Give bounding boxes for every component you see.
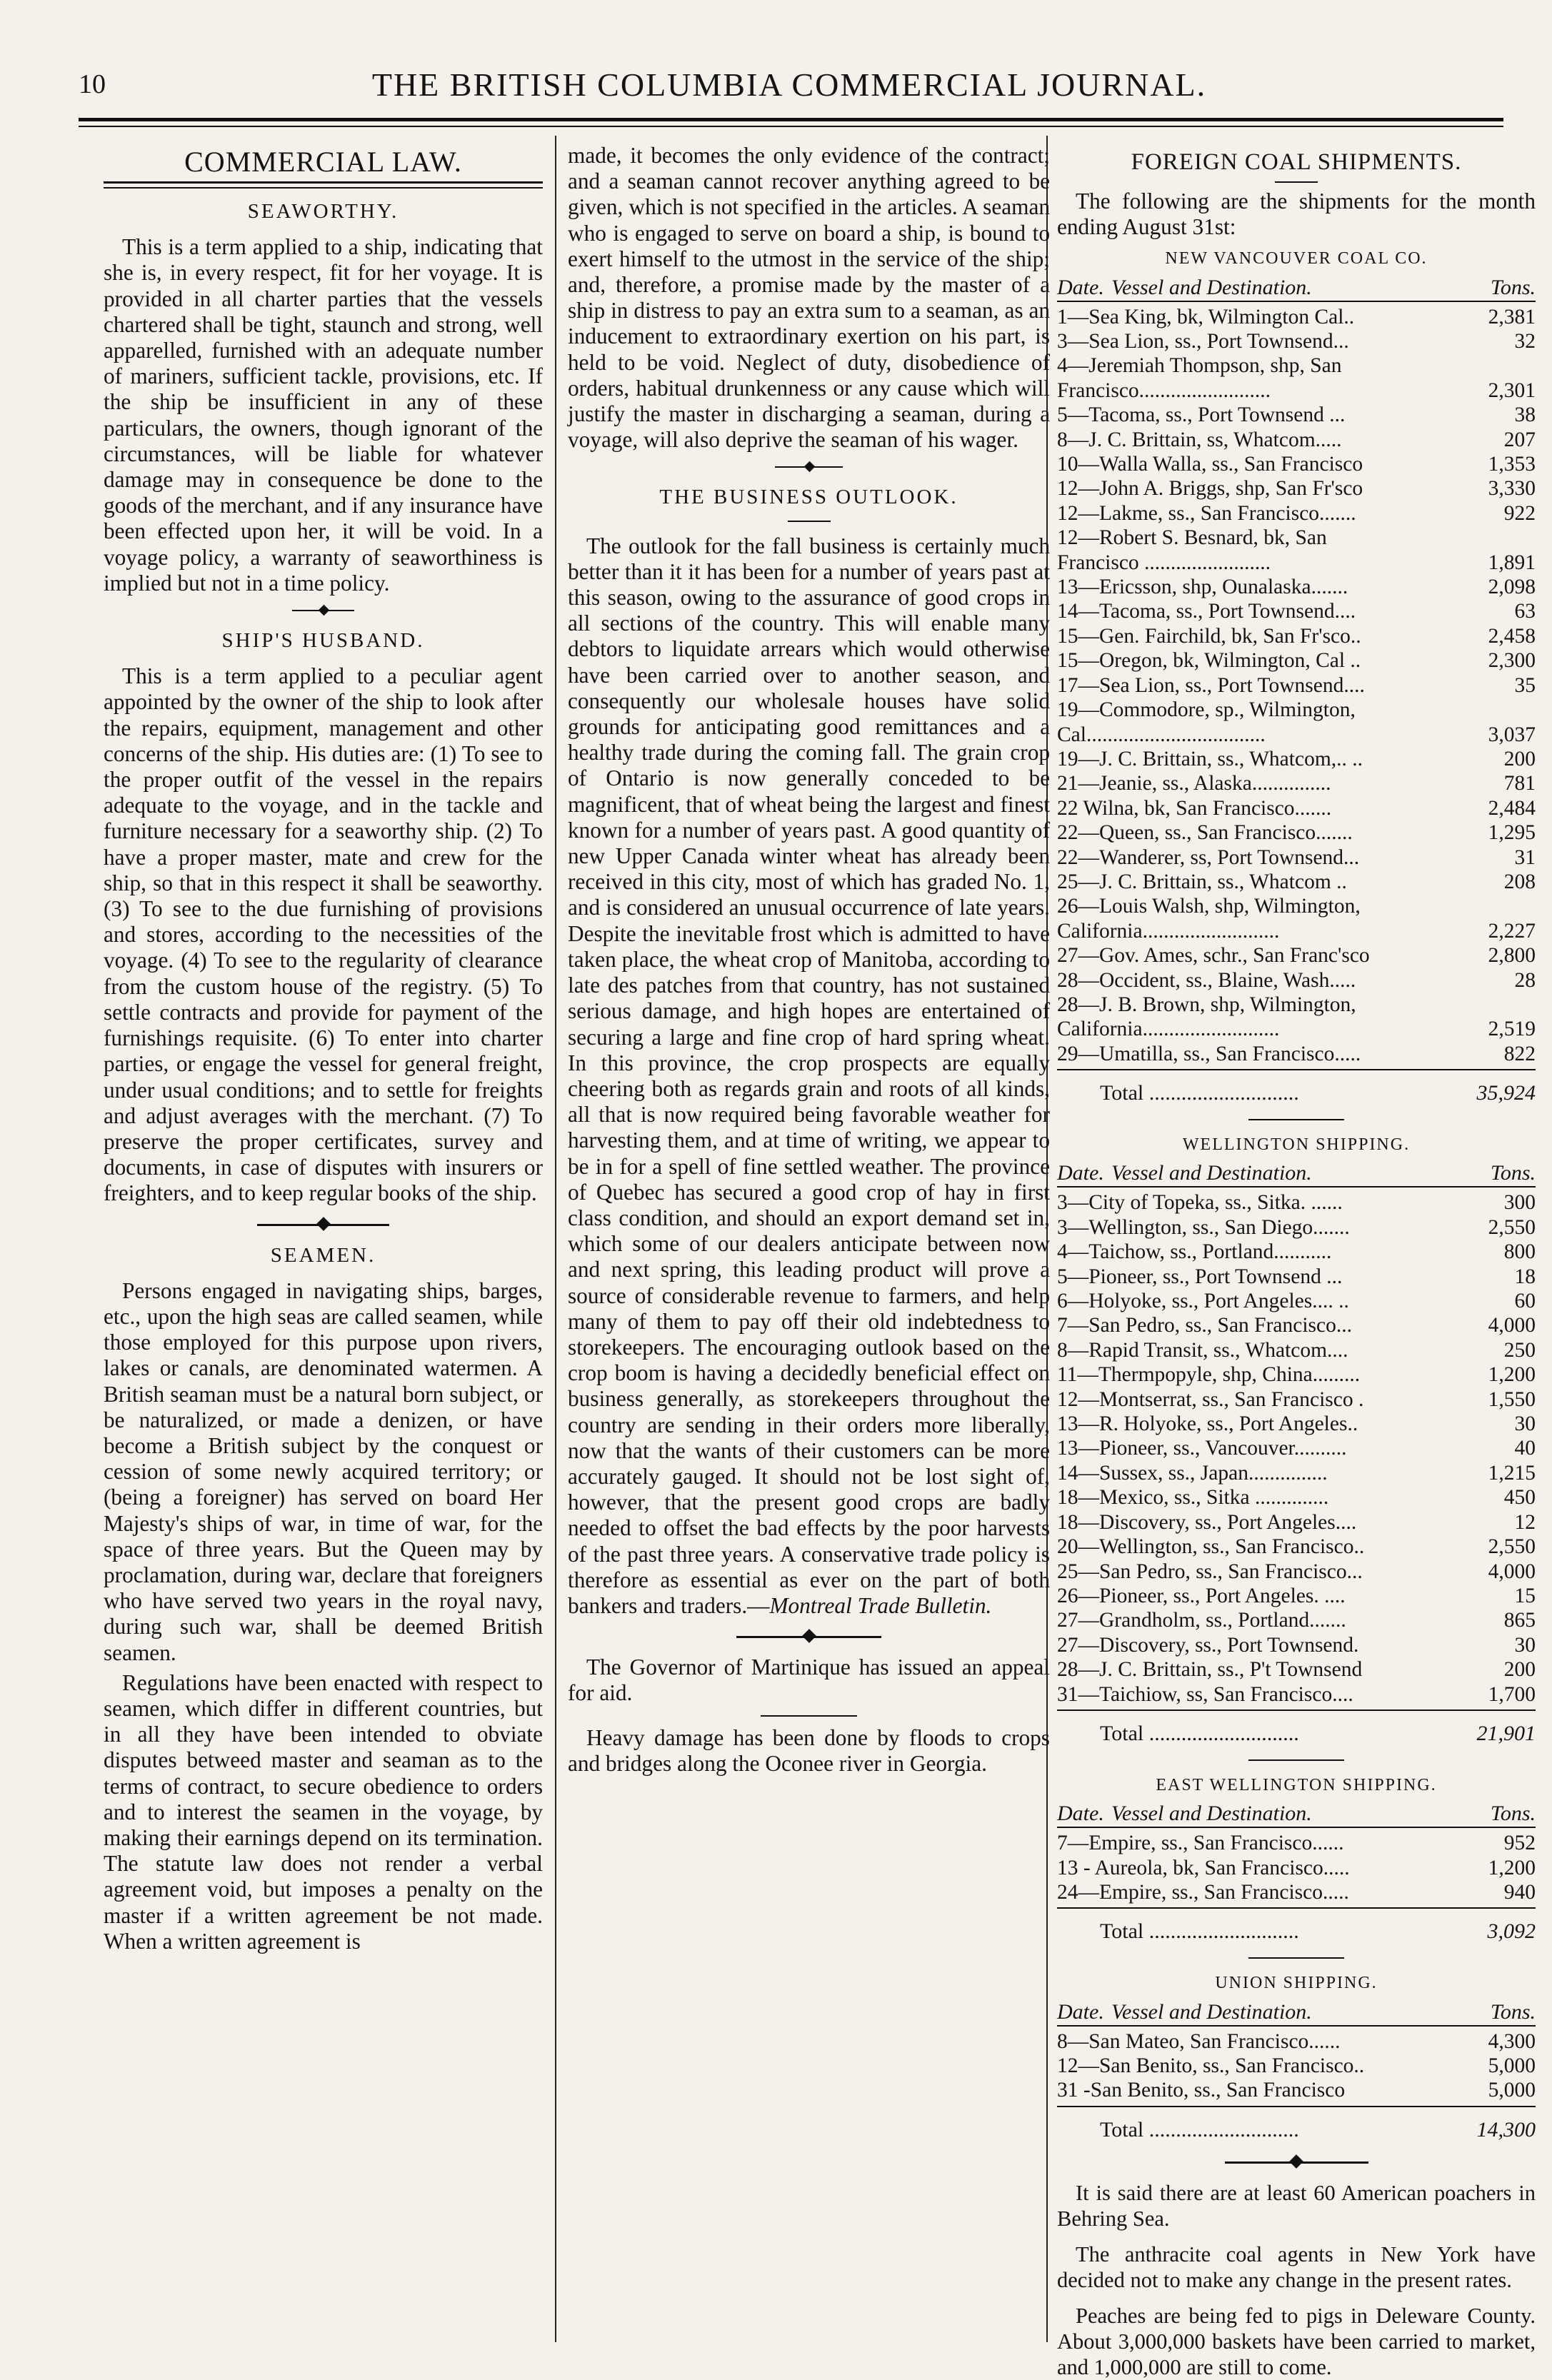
shipment-entry: 14—Sussex, ss., Japan............... (1057, 1461, 1328, 1485)
shipment-tons: 63 (1514, 600, 1536, 623)
shipment-entry: 11—Thermpopyle, shp, China......... (1057, 1363, 1361, 1387)
shipment-entry: 12—Lakme, ss., San Francisco....... (1057, 501, 1356, 525)
table-row (1057, 428, 1536, 452)
shipment-entry: 6—Holyoke, ss., Port Angeles.... .. (1057, 1290, 1349, 1313)
column-2 (568, 143, 1050, 2339)
shipment-tons: 207 (1503, 428, 1536, 451)
table-rule (1057, 2025, 1536, 2027)
shipment-entry: 29—Umatilla, ss., San Francisco..... (1057, 1042, 1361, 1065)
shipment-entry: California.......................... (1057, 1018, 1280, 1041)
table-row (1057, 968, 1536, 993)
table-row (1057, 723, 1536, 747)
shipment-tons: 1,295 (1488, 821, 1536, 845)
table-row (1057, 1584, 1536, 1608)
shipment-tons: 940 (1503, 1880, 1536, 1904)
total-rule (1057, 2106, 1536, 2107)
table-row (1057, 673, 1536, 698)
separator (1057, 1755, 1536, 1767)
page-header (79, 66, 1500, 109)
short-rule (1275, 181, 1318, 183)
article-paragraph: The outlook for the fall business is certainly much better than it it has been for a number of years past at this season, owing to the assurance of good crops in all sections of the country. This will enable many debtors to liquidate arrears which would otherwise have been carried over to another season, and consequently our wholesale houses have solid grounds for anticipating good remittances and a healthy trade during the coming fall. The grain crop of Ontario is now generally conceded to be magnificent, that of wheat being the largest and finest known for a number of years past. A good quantity of new Upper Canada winter wheat has already been received in this city, most of which has graded No. 1, and is considered an unusual occurrence of late years. Despite the inevitable frost which is admitted to have taken place, the wheat crop of Manitoba, according to late des patches from that country, has not sustained serious damage, and high hopes are entertained of securing a large and fine crop of hard spring wheat. In this province, the crop prospects are equally cheering both as regards grain and roots of all kinds, all that is now required being favorable weather for harvesting them, and at time of writing, we appear to be in for a spell of fine settled weather. The province of Quebec has secured a good crop of hay in first class condition, and should an export demand set in, which some of our dealers anticipate between now and next spring, this leading product will prove a source of considerable revenue to farmers, and help many of them to pay off their old indebtedness to storekeepers. The encouraging outlook based on the crop boom is having a decidedly beneficial effect on business generally, as storekeepers throughout the country are sending in their orders more liberally, now that the wants of their customers can be more accurately gauged. It should not be lost sight of, however, that the present good crops are badly needed to offset the bad effects by the poor harvests of the past three years. A conservative trade policy is therefore as essential as ever on the part of both bankers and traders.—Montreal Trade Bulletin. (568, 533, 1050, 1618)
separator (1057, 2151, 1536, 2173)
shipment-entry: 22—Queen, ss., San Francisco....... (1057, 821, 1353, 845)
subheading-ships-husband: SHIP'S HUSBAND. (221, 629, 425, 653)
short-rule (788, 521, 831, 522)
shipment-entry: Francisco ........................ (1057, 551, 1271, 574)
shipment-tons: 300 (1503, 1191, 1536, 1215)
col-vessel-header: Vessel and Destination. (1111, 1802, 1312, 1826)
table-row (1057, 845, 1536, 870)
shipment-tons: 18 (1514, 1265, 1536, 1288)
shipment-tons (1471, 698, 1536, 722)
shipment-tons: 1,215 (1488, 1461, 1536, 1485)
news-brief: Heavy damage has been done by floods to crops and bridges along the Oconee river in Georgia. (568, 1724, 1050, 1776)
table-row (1057, 943, 1536, 968)
shipment-entry: Francisco......................... (1057, 378, 1271, 402)
shipment-tons: 1,353 (1488, 453, 1536, 476)
shipment-tons: 450 (1503, 1486, 1536, 1510)
table-row (1057, 1240, 1536, 1264)
shipment-tons: 5,000 (1488, 2079, 1536, 2102)
separator (104, 601, 543, 621)
total-value: 14,300 (1476, 2117, 1536, 2142)
shipment-tons: 32 (1514, 330, 1536, 353)
total-label: Total ............................ (1100, 1919, 1299, 1944)
shipment-tons: 1,550 (1488, 1387, 1536, 1411)
shipment-table-title: NEW VANCOUVER COAL CO. (1165, 249, 1428, 268)
shipment-tons: 2,301 (1488, 378, 1536, 402)
shipment-entry: 24—Empire, ss., San Francisco..... (1057, 1880, 1349, 1904)
table-header-row (1057, 1999, 1536, 2025)
table-total-row (1057, 1917, 1536, 1946)
table-rule (1057, 1186, 1536, 1188)
shipment-entry: 12—San Benito, ss., San Francisco.. (1057, 2054, 1365, 2077)
table-row (1057, 1535, 1536, 1559)
shipment-tons: 12 (1514, 1510, 1536, 1534)
table-row (1057, 526, 1536, 550)
shipment-tons: 3,037 (1488, 723, 1536, 746)
shipment-entry: 12—Robert S. Besnard, bk, San (1057, 526, 1327, 550)
news-briefs (1057, 2151, 1536, 2380)
shipment-entry: 3—Sea Lion, ss., Port Townsend... (1057, 330, 1349, 353)
shipment-tons: 31 (1514, 845, 1536, 869)
news-brief: It is said there are at least 60 American poachers in Behring Sea. (1057, 2180, 1536, 2231)
table-row (1057, 1831, 1536, 1855)
table-row (1057, 1682, 1536, 1707)
separator (1057, 1953, 1536, 1964)
shipment-tons: 800 (1503, 1240, 1536, 1264)
shipment-entry: 13—Pioneer, ss., Vancouver.......... (1057, 1437, 1347, 1460)
shipment-table (1057, 1772, 1536, 1964)
table-row (1057, 1338, 1536, 1362)
shipment-tons: 4,300 (1488, 2029, 1536, 2053)
article-paragraph: Regulations have been enacted with respect to seamen, which differ in different countries, but in all they have been intended to obviate disputes betweed master and seaman as to the terms of contract, to secure obedience to orders and to interest the seamen in the voyage, by making their earnings depend on its termination. The statute law does not render a verbal agreement void, but imposes a penalty on the master if a written agreement be not made. When a written agreement is (104, 1669, 543, 1954)
shipment-entry: 12—Montserrat, ss., San Francisco . (1057, 1387, 1364, 1411)
shipment-tons (1471, 894, 1536, 918)
shipment-entry: 7—San Pedro, ss., San Francisco... (1057, 1314, 1352, 1337)
table-row (1057, 1042, 1536, 1066)
col-date-header: Date. (1057, 1802, 1104, 1826)
table-row (1057, 1461, 1536, 1485)
shipment-entry: California.......................... (1057, 919, 1280, 943)
article-paragraph: Persons engaged in navigating ships, barges, etc., upon the high seas are called seamen, while those employed for this purpose upon rivers, lakes or canals, are denominated watermen. A British seaman must be a natural born subject, or be naturalized, or made a denizen, or have become a British subject by the conquest or cession of some newly acquired territory; or (being a foreigner) has served on board Her Majesty's ships of war, in time of war, for the space of three years. But the Queen may by proclamation, during war, declare that foreigners who have served two years in the royal navy, during such war, shall be deemed British seamen. (104, 1277, 543, 1665)
shipment-entry: 12—John A. Briggs, shp, San Fr'sco (1057, 477, 1363, 501)
subheading-seaworthy: SEAWORTHY. (247, 200, 399, 223)
shipment-tons: 2,519 (1488, 1018, 1536, 1041)
shipment-tons: 2,458 (1488, 624, 1536, 648)
shipment-entry: 31 -San Benito, ss., San Francisco (1057, 2079, 1346, 2102)
shipment-tons: 208 (1503, 870, 1536, 893)
shipment-entry: 1—Sea King, bk, Wilmington Cal.. (1057, 305, 1355, 328)
table-row (1057, 551, 1536, 575)
table-row (1057, 1362, 1536, 1387)
shipment-tons: 38 (1514, 403, 1536, 427)
separator (568, 1711, 1050, 1722)
table-row (1057, 1880, 1536, 1904)
shipment-entry: 19—J. C. Brittain, ss., Whatcom,.. .. (1057, 747, 1363, 770)
table-row (1057, 698, 1536, 722)
shipment-tons: 30 (1514, 1633, 1536, 1657)
shipment-tons: 200 (1503, 747, 1536, 770)
shipment-entry: 5—Tacoma, ss., Port Townsend ... (1057, 403, 1346, 427)
total-rule (1057, 1709, 1536, 1711)
table-row (1057, 305, 1536, 329)
total-value: 35,924 (1476, 1081, 1536, 1105)
shipment-entry: 5—Pioneer, ss., Port Townsend ... (1057, 1265, 1343, 1288)
shipment-entry: 28—J. C. Brittain, ss., P't Townsend (1057, 1658, 1363, 1682)
col-tons-header: Tons. (1490, 1161, 1536, 1185)
shipment-entry: 21—Jeanie, ss., Alaska............... (1057, 772, 1331, 795)
table-row (1057, 1485, 1536, 1510)
col-vessel-header: Vessel and Destination. (1111, 1161, 1312, 1185)
col-date-header: Date. (1057, 1161, 1104, 1185)
table-header-row (1057, 1160, 1536, 1186)
table-row (1057, 624, 1536, 648)
table-row (1057, 870, 1536, 894)
table-row (1057, 452, 1536, 476)
shipment-table (1057, 246, 1536, 1126)
shipment-tons: 2,381 (1488, 305, 1536, 328)
shipment-tons (1471, 353, 1536, 378)
shipment-tons: 922 (1503, 501, 1536, 525)
shipment-entry: 18—Mexico, ss., Sitka .............. (1057, 1486, 1329, 1510)
page-number: 10 (79, 69, 106, 99)
shipment-tons (1471, 526, 1536, 550)
table-row (1057, 1215, 1536, 1240)
table-row (1057, 378, 1536, 403)
shipment-tons: 2,098 (1488, 576, 1536, 599)
shipment-tons: 1,200 (1488, 1856, 1536, 1879)
shipment-tons: 1,891 (1488, 551, 1536, 574)
shipment-entry: 3—City of Topeka, ss., Sitka. ...... (1057, 1191, 1343, 1215)
table-row (1057, 476, 1536, 501)
shipment-entry: 22 Wilna, bk, San Francisco....... (1057, 796, 1332, 820)
separator (1057, 1115, 1536, 1126)
section-heading-foreign-coal: FOREIGN COAL SHIPMENTS. (1131, 149, 1462, 175)
col-date-header: Date. (1057, 275, 1104, 299)
col-tons-header: Tons. (1490, 1999, 1536, 2024)
shipment-entry: 8—San Mateo, San Francisco...... (1057, 2029, 1341, 2053)
table-row (1057, 2054, 1536, 2078)
total-label: Total ............................ (1100, 1721, 1299, 1745)
shipment-tons: 2,550 (1488, 1535, 1536, 1559)
table-total-row (1057, 2116, 1536, 2144)
total-rule (1057, 1907, 1536, 1909)
coal-intro: The following are the shipments for the month ending August 31st: (1057, 189, 1536, 240)
table-row (1057, 771, 1536, 795)
table-row (1057, 1608, 1536, 1632)
shipment-tons: 4,000 (1488, 1560, 1536, 1583)
shipment-tons: 28 (1514, 968, 1536, 992)
shipment-table (1057, 1132, 1536, 1767)
shipment-entry: 3—Wellington, ss., San Diego....... (1057, 1215, 1350, 1239)
shipment-tons (1471, 993, 1536, 1017)
shipment-table-title: EAST WELLINGTON SHIPPING. (1156, 1775, 1437, 1794)
table-row (1057, 648, 1536, 673)
table-header-row (1057, 275, 1536, 301)
shipment-entry: 31—Taichiow, ss, San Francisco.... (1057, 1682, 1353, 1706)
table-row (1057, 1265, 1536, 1289)
shipment-tons: 781 (1503, 772, 1536, 795)
shipment-tons: 2,300 (1488, 649, 1536, 673)
shipment-entry: 25—J. C. Brittain, ss., Whatcom .. (1057, 870, 1347, 893)
shipment-entry: 13 - Aureola, bk, San Francisco..... (1057, 1856, 1350, 1879)
shipment-tons: 865 (1503, 1609, 1536, 1632)
table-row (1057, 2029, 1536, 2054)
shipment-tons: 30 (1514, 1412, 1536, 1436)
table-row (1057, 1633, 1536, 1657)
article-paragraph: made, it becomes the only evidence of the contract; and a seaman cannot recover anything agreed to be given, which is not specified in the articles. A seaman who is engaged to serve on board a ship, is bound to exert himself to the utmost in the service of the ship; and, therefore, a promise made by the master of a ship in distress to pay an extra sum to a seaman, as an inducement to extraordinary exertion on his part, is held to be void. Neglect of duty, disobedience of orders, habitual drunkenness or any cause which will justify the master in discharging a seaman, during a voyage, will also deprive the seaman of his wager. (568, 143, 1050, 453)
total-label: Total ............................ (1100, 1081, 1299, 1105)
total-value: 3,092 (1487, 1919, 1536, 1944)
table-row (1057, 1560, 1536, 1584)
shipment-entry: 10—Walla Walla, ss., San Francisco (1057, 453, 1363, 476)
shipment-tons: 4,000 (1488, 1314, 1536, 1337)
shipment-tons: 3,330 (1488, 477, 1536, 501)
shipment-entry: 19—Commodore, sp., Wilmington, (1057, 698, 1356, 722)
table-row (1057, 353, 1536, 378)
shipment-entry: 17—Sea Lion, ss., Port Townsend.... (1057, 673, 1365, 697)
col-tons-header: Tons. (1490, 1802, 1536, 1826)
shipment-entry: 4—Taichow, ss., Portland........... (1057, 1240, 1332, 1264)
shipment-table-title: UNION SHIPPING. (1215, 1974, 1378, 1993)
col-vessel-header: Vessel and Destination. (1111, 275, 1312, 299)
shipment-entry: 13—Ericsson, shp, Ounalaska....... (1057, 576, 1348, 599)
table-row (1057, 599, 1536, 623)
shipment-entry: 26—Pioneer, ss., Port Angeles. .... (1057, 1584, 1346, 1607)
table-row (1057, 894, 1536, 918)
shipment-entry: 7—Empire, ss., San Francisco...... (1057, 1832, 1344, 1855)
shipment-entry: 8—J. C. Brittain, ss, Whatcom..... (1057, 428, 1342, 451)
separator (104, 1214, 543, 1235)
shipment-entry: 15—Oregon, bk, Wilmington, Cal .. (1057, 649, 1361, 673)
shipment-table (1057, 1970, 1536, 2144)
shipment-entry: 15—Gen. Fairchild, bk, San Fr'sco.. (1057, 624, 1361, 648)
table-total-row (1057, 1719, 1536, 1748)
shipment-tons: 200 (1503, 1658, 1536, 1682)
table-row (1057, 1190, 1536, 1215)
shipment-tons: 952 (1503, 1832, 1536, 1855)
subheading-seamen: SEAMEN. (270, 1243, 376, 1267)
shipment-table-title: WELLINGTON SHIPPING. (1182, 1135, 1411, 1155)
col-date-header: Date. (1057, 1999, 1104, 2024)
shipment-entry: 20—Wellington, ss., San Francisco.. (1057, 1535, 1365, 1559)
table-row (1057, 501, 1536, 526)
table-row (1057, 1387, 1536, 1412)
total-rule (1057, 1069, 1536, 1070)
shipment-tons: 822 (1503, 1042, 1536, 1065)
shipment-tons: 2,484 (1488, 796, 1536, 820)
shipment-entry: 22—Wanderer, ss, Port Townsend... (1057, 845, 1360, 869)
article-paragraph: This is a term applied to a peculiar agent appointed by the owner of the ship to look after the repairs, equipment, management and other concerns of the ship. His duties are: (1) To see to the proper outfit of the vessel in the repairs adequate to the voyage, and in the tackle and furniture necessary for a seaworthy ship. (2) To have a proper master, mate and crew for the ship, so that in this respect it shall be seaworthy. (3) To see to the due furnishing of provisions and stores, according to the necessities of the voyage. (4) To see to the regularity of clearance from the custom house of the registry. (5) To settle contracts and provide for payment of the furnishings requisite. (6) To enter into charter parties, or engage the vessel for general freight, under usual conditions; and to settle for freights and adjust averages with the merchant. (7) To preserve the proper certificates, survey and documents, in case of disputes with insurers or freighters, and to keep regular books of the ship. (104, 663, 543, 1206)
shipment-tons: 1,700 (1488, 1682, 1536, 1706)
table-row (1057, 820, 1536, 845)
shipment-entry: 4—Jeremiah Thompson, shp, San (1057, 354, 1342, 378)
shipment-tons: 2,227 (1488, 919, 1536, 943)
table-row (1057, 329, 1536, 353)
header-rule-thin (79, 126, 1503, 127)
total-label: Total ............................ (1100, 2117, 1299, 2142)
column-3 (1057, 143, 1536, 2379)
outlook-text: The outlook for the fall business is certainly much better than it it has been for a number of years past at this season, owing to the assurance of good crops in all sections of the country. This will enable many debtors to liquidate arrears which would otherwise have been carried over to another season, and consequently our wholesale houses have solid grounds for anticipating good remittances and a healthy trade during the coming fall. The grain crop of Ontario is now generally conceded to be magnificent, that of wheat being the largest and finest known for a number of years past. A good quantity of new Upper Canada winter wheat has already been received in this city, most of which has graded No. 1, and is considered an unusual occurrence of late years. Despite the inevitable frost which is admitted to have taken place, the wheat crop of Manitoba, according to late des patches from that country, has not sustained serious damage, and high hopes are entertained of securing a large and fine crop of hard spring wheat. In this province, the crop prospects are equally cheering both as regards grain and roots of all kinds, all that is now required being favorable weather for harvesting them, and at time of writing, we appear to be in for a spell of fine settled weather. The province of Quebec has secured a good crop of hay in first class condition, and should an export demand set in, which some of our dealers anticipate between now and next spring, this leading product will prove a source of considerable revenue to farmers, and help many of them to pay off their old indebtedness to storekeepers. The encouraging outlook based on the crop boom is having a decidedly beneficial effect on business generally, as storekeepers throughout the country are sending in their orders more liberally, now that the wants of their customers can be more accurately gauged. It should not be lost sight of, however, that the present good crops are badly needed to offset the bad effects by the poor harvests of the past three years. A conservative trade policy is therefore as essential as ever on the part of both bankers and traders. (568, 533, 1050, 1618)
table-row (1057, 2078, 1536, 2102)
shipment-tons: 2,800 (1488, 944, 1536, 968)
table-row (1057, 747, 1536, 771)
shipment-entry: 28—Occident, ss., Blaine, Wash..... (1057, 968, 1356, 992)
table-row (1057, 1412, 1536, 1436)
outlook-source: Montreal Trade Bulletin. (769, 1592, 992, 1618)
shipment-entry: 14—Tacoma, ss., Port Townsend.... (1057, 600, 1356, 623)
table-row (1057, 575, 1536, 599)
table-row (1057, 1856, 1536, 1880)
table-row (1057, 1313, 1536, 1337)
shipment-entry: 27—Discovery, ss., Port Townsend. (1057, 1633, 1359, 1657)
shipment-tons: 40 (1514, 1437, 1536, 1460)
separator (568, 1626, 1050, 1647)
table-row (1057, 1657, 1536, 1682)
shipment-tons: 1,200 (1488, 1363, 1536, 1387)
col-tons-header: Tons. (1490, 275, 1536, 299)
journal-title: THE BRITISH COLUMBIA COMMERCIAL JOURNAL. (371, 66, 1207, 103)
table-row (1057, 1436, 1536, 1460)
shipment-entry: 27—Grandholm, ss., Portland....... (1057, 1609, 1346, 1632)
column-1 (104, 143, 543, 2339)
separator (568, 457, 1050, 477)
table-rule (1057, 301, 1536, 302)
shipment-tons: 60 (1514, 1290, 1536, 1313)
shipment-tons: 35 (1514, 673, 1536, 697)
news-brief: The Governor of Martinique has issued an appeal for aid. (568, 1655, 1050, 1706)
table-rule (1057, 1827, 1536, 1828)
col-vessel-header: Vessel and Destination. (1111, 1999, 1312, 2024)
shipment-tons: 250 (1503, 1338, 1536, 1362)
subheading-business-outlook: THE BUSINESS OUTLOOK. (659, 486, 958, 509)
shipment-tons: 2,550 (1488, 1215, 1536, 1239)
table-row (1057, 403, 1536, 427)
news-brief: The anthracite coal agents in New York have decided not to make any change in the present rates. (1057, 2241, 1536, 2292)
shipment-tons: 5,000 (1488, 2054, 1536, 2077)
shipment-entry: 18—Discovery, ss., Port Angeles.... (1057, 1510, 1357, 1534)
table-total-row (1057, 1079, 1536, 1108)
shipment-entry: 8—Rapid Transit, ss., Whatcom.... (1057, 1338, 1348, 1362)
shipment-entry: 13—R. Holyoke, ss., Port Angeles.. (1057, 1412, 1358, 1436)
shipment-entry: 26—Louis Walsh, shp, Wilmington, (1057, 895, 1361, 918)
news-brief: Peaches are being fed to pigs in Deleware County. About 3,000,000 baskets have been carried to market, and 1,000,000 are still to come. (1057, 2303, 1536, 2379)
column-divider (555, 136, 556, 2342)
double-rule (104, 181, 543, 191)
table-row (1057, 1289, 1536, 1313)
article-paragraph: This is a term applied to a ship, indicating that she is, in every respect, fit for her voyage. It is provided in all charter parties that the vessels chartered shall be tight, staunch and strong, well apparelled, furnished with an adequate number of mariners, sufficient tackle, provisions, etc. If the ship be insufficient in any of these particulars, the owners, though ignorant of the circumstances, will be liable for whatever damage may in consequence be done to the goods of the merchant, and if any insurance have been effected upon her, it will be void. In a voyage policy, a warranty of seaworthiness is implied but not in a time policy. (104, 234, 543, 596)
table-row (1057, 1510, 1536, 1535)
shipment-entry: 27—Gov. Ames, schr., San Franc'sco (1057, 944, 1370, 968)
header-rule (79, 118, 1503, 121)
table-row (1057, 796, 1536, 820)
shipment-entry: 25—San Pedro, ss., San Francisco... (1057, 1560, 1363, 1583)
shipment-entry: 28—J. B. Brown, shp, Wilmington, (1057, 993, 1356, 1016)
table-row (1057, 1017, 1536, 1041)
table-row (1057, 919, 1536, 943)
shipment-entry: Cal.................................. (1057, 723, 1266, 746)
total-value: 21,901 (1476, 1721, 1536, 1745)
coal-shipment-tables (1057, 246, 1536, 2144)
table-row (1057, 993, 1536, 1017)
table-header-row (1057, 1801, 1536, 1827)
section-heading-commercial-law: COMMERCIAL LAW. (184, 146, 462, 178)
shipment-tons: 15 (1514, 1584, 1536, 1607)
